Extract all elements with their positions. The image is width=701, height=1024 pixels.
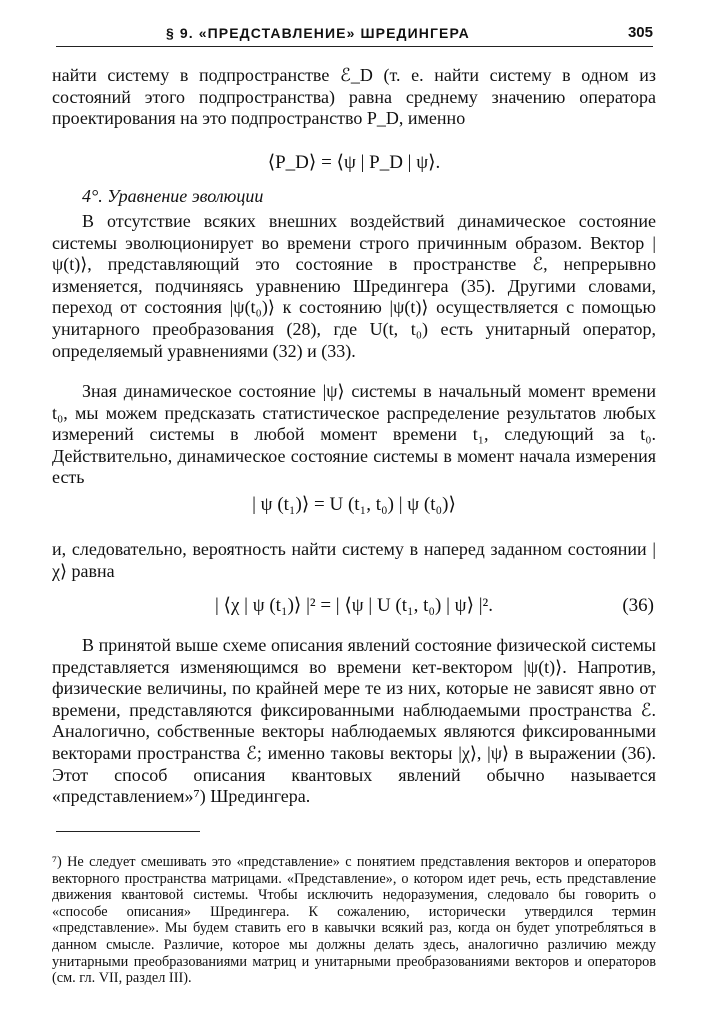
equation-projection-mean: ⟨P_D⟩ = ⟨ψ | P_D | ψ⟩. xyxy=(267,152,441,173)
equation-number: (36) xyxy=(622,595,654,616)
footnote-7: ⁷) Не следует смешивать это «представление» с понятием представления векторов и операторов векторного пространства матрицами. «Представление», о котором идет речь, есть представление движения квантовой системы. Чтобы исключить недоразумения, следовало бы говорить о «способе описания» Шредингера. К сожалению, исторически утвердился термин «представление». Мы будем ставить его в кавычки всякий раз, когда он будет употребляться в данном смысле. Различие, которое мы должны делать здесь, аналогично различию между унитарными преобразованиями матриц и унитарными преобразованиями векторов и операторов (см. гл. VII, раздел III). xyxy=(52,854,656,987)
footnote-divider xyxy=(56,831,200,832)
equation-36 xyxy=(52,594,656,618)
equation-evolution: | ψ (t₁)⟩ = U (t₁, t₀) | ψ (t₀)⟩ xyxy=(252,494,456,515)
paragraph-4: и, следовательно, вероятность найти систему в наперед заданном состоянии |χ⟩ равна xyxy=(52,539,656,581)
running-header xyxy=(56,14,653,47)
header-title: § 9. «ПРЕДСТАВЛЕНИЕ» ШРЕДИНГЕРА xyxy=(166,25,470,41)
paragraph-3: Зная динамическое состояние |ψ⟩ системы в начальный момент времени t₀, мы можем предсказать статистическое распределение результатов любых измерений системы в любой момент времени t₁, следующий за t₀. Действительно, динамическое состояние системы в момент начала измерения есть xyxy=(52,381,656,488)
equation-36-body: | ⟨χ | ψ (t₁)⟩ |² = | ⟨ψ | U (t₁, t₀) | ψ⟩ |². xyxy=(215,595,493,616)
paragraph-2: В отсутствие всяких внешних воздействий динамическое состояние системы эволюционирует во времени строго причинным образом. Вектор |ψ(t)⟩, представляющий это состояние в пространстве ℰ, непрерывно изменяется, подчиняясь уравнению Шредингера (35). Другими словами, переход от состояния |ψ(t₀)⟩ к состоянию |ψ(t)⟩ осуществляется с помощью унитарного преобразования (28), где U(t, t₀) есть унитарный оператор, определяемый уравнениями (32) и (33). xyxy=(52,211,656,361)
section-heading: 4°. Уравнение эволюции xyxy=(82,186,264,206)
paragraph-1: найти систему в подпространстве ℰ_D (т. е. найти систему в одном из состояний этого подпространства) равна среднему значению оператора проектирования на это подпространство P_D, именно xyxy=(52,65,656,129)
page-number: 305 xyxy=(627,24,653,41)
paragraph-5: В принятой выше схеме описания явлений состояние физической системы представляется изменяющимся во времени кет-вектором |ψ(t)⟩. Напротив, физические величины, по крайней мере те из них, которые не зависят явно от времени, представляются фиксированными наблюдаемыми пространства ℰ. Аналогично, собственные векторы наблюдаемых являются фиксированными векторами пространства ℰ; именно таковы векторы |χ⟩, |ψ⟩ в выражении (36). Этот способ описания квантовых явлений обычно называется «представлением»⁷) Шредингера. xyxy=(52,635,656,807)
